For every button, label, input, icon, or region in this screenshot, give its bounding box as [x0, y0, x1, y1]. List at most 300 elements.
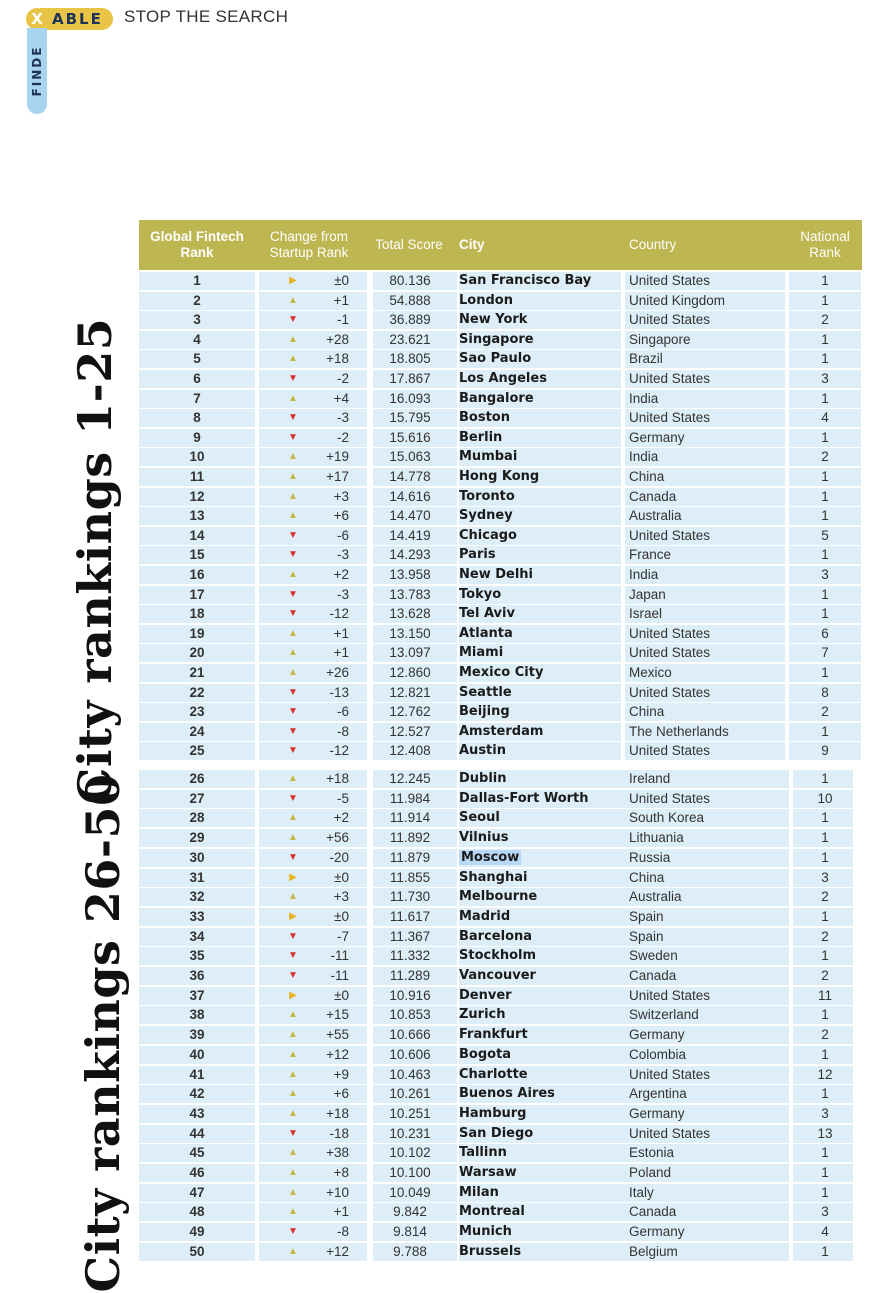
up-triangle-icon: ▲ — [288, 1088, 298, 1099]
change-cell: -2 — [336, 371, 349, 386]
country-cell: Switzerland — [629, 1007, 699, 1022]
down-triangle-icon: ▼ — [288, 1128, 298, 1139]
rank-cell: 45 — [189, 1145, 205, 1160]
country-cell: France — [629, 547, 672, 562]
score-cell: 54.888 — [389, 293, 431, 308]
up-triangle-icon: ▲ — [288, 1167, 298, 1178]
score-cell: 10.666 — [389, 1027, 431, 1042]
national-rank-cell: 1 — [821, 909, 829, 924]
table-row — [139, 1144, 862, 1162]
country-cell: Israel — [629, 606, 663, 621]
change-cell: +2 — [333, 810, 349, 825]
up-triangle-icon: ▲ — [288, 1187, 298, 1198]
country-cell: Singapore — [629, 332, 691, 347]
down-triangle-icon: ▼ — [288, 549, 298, 560]
table-header — [139, 220, 862, 270]
table-row — [139, 468, 862, 486]
national-rank-cell: 2 — [821, 312, 829, 327]
up-triangle-icon: ▲ — [288, 1147, 298, 1158]
up-triangle-icon: ▲ — [288, 1206, 298, 1217]
change-cell: -6 — [336, 704, 349, 719]
table-row — [139, 625, 862, 643]
national-rank-cell: 1 — [821, 273, 829, 288]
change-cell: -3 — [336, 410, 349, 425]
rank-cell: 1 — [193, 273, 201, 288]
country-cell: South Korea — [629, 810, 705, 825]
country-cell: United States — [629, 988, 711, 1003]
national-rank-cell: 3 — [821, 371, 829, 386]
rank-cell: 21 — [189, 665, 205, 680]
city-cell: Sao Paulo — [459, 351, 532, 366]
score-cell: 13.628 — [389, 606, 431, 621]
country-cell: United States — [629, 528, 711, 543]
table-row — [139, 370, 862, 388]
change-cell: -6 — [336, 528, 349, 543]
score-cell: 13.150 — [389, 626, 431, 641]
score-cell: 11.892 — [389, 830, 431, 845]
score-cell: 11.730 — [389, 889, 431, 904]
score-cell: 13.958 — [389, 567, 431, 582]
national-rank-cell: 8 — [821, 685, 829, 700]
rank-cell: 41 — [189, 1067, 205, 1082]
change-cell: +12 — [326, 1244, 349, 1259]
city-cell: Los Angeles — [459, 371, 547, 386]
score-cell: 14.419 — [389, 528, 431, 543]
up-triangle-icon: ▲ — [288, 1069, 298, 1080]
table-row — [139, 1243, 862, 1261]
table-row — [139, 770, 862, 788]
up-triangle-icon: ▲ — [288, 812, 298, 823]
city-cell: Amsterdam — [459, 724, 544, 739]
change-cell: -13 — [329, 685, 349, 700]
table-row — [139, 829, 862, 847]
table-row — [139, 605, 862, 623]
national-rank-cell: 1 — [821, 1185, 829, 1200]
city-cell: Stockholm — [459, 948, 537, 963]
score-cell: 36.889 — [389, 312, 431, 327]
score-cell: 10.251 — [389, 1106, 431, 1121]
national-rank-cell: 2 — [821, 929, 829, 944]
table-row — [139, 507, 862, 525]
city-cell: Atlanta — [459, 626, 513, 641]
national-rank-cell: 2 — [821, 449, 829, 464]
score-cell: 12.860 — [389, 665, 431, 680]
table-row — [139, 742, 862, 760]
city-cell: Milan — [459, 1185, 499, 1200]
country-cell: United States — [629, 273, 711, 288]
national-rank-cell: 2 — [821, 704, 829, 719]
city-cell: Miami — [459, 645, 504, 660]
table-row — [139, 869, 862, 887]
national-rank-cell: 1 — [821, 587, 829, 602]
table-row — [139, 1085, 862, 1103]
change-cell: -18 — [329, 1126, 349, 1141]
national-rank-cell: 3 — [821, 870, 829, 885]
country-cell: United States — [629, 371, 711, 386]
city-cell: Brussels — [459, 1244, 522, 1259]
change-cell: +1 — [333, 293, 349, 308]
country-cell: Poland — [629, 1165, 672, 1180]
table-row — [139, 967, 862, 985]
score-cell: 11.367 — [389, 929, 431, 944]
change-cell: -12 — [329, 743, 349, 758]
country-cell: China — [629, 469, 665, 484]
city-cell: Toronto — [459, 489, 515, 504]
country-cell: Canada — [629, 489, 677, 504]
down-triangle-icon: ▼ — [288, 970, 298, 981]
table-row — [139, 928, 862, 946]
score-cell: 15.063 — [389, 449, 431, 464]
country-cell: India — [629, 391, 659, 406]
country-cell: United States — [629, 685, 711, 700]
country-cell: United States — [629, 312, 711, 327]
country-cell: United States — [629, 1126, 711, 1141]
country-cell: Canada — [629, 1204, 677, 1219]
national-rank-cell: 1 — [821, 665, 829, 680]
score-cell: 11.855 — [389, 870, 431, 885]
rank-cell: 18 — [189, 606, 205, 621]
national-rank-cell: 1 — [821, 850, 829, 865]
change-cell: +10 — [326, 1185, 349, 1200]
change-cell: +3 — [333, 889, 349, 904]
rank-cell: 25 — [189, 743, 205, 758]
national-rank-cell: 1 — [821, 606, 829, 621]
change-cell: ±0 — [334, 870, 349, 885]
rank-cell: 4 — [193, 332, 201, 347]
table-row — [139, 1026, 862, 1044]
city-cell: Seattle — [459, 685, 512, 700]
up-triangle-icon: ▲ — [288, 334, 298, 345]
rank-cell: 49 — [189, 1224, 205, 1239]
national-rank-cell: 1 — [821, 810, 829, 825]
logo-x-icon: X — [26, 8, 48, 30]
rank-cell: 16 — [189, 567, 205, 582]
country-cell: Spain — [629, 909, 664, 924]
rank-cell: 43 — [189, 1106, 205, 1121]
change-cell: -3 — [336, 547, 349, 562]
score-cell: 12.821 — [389, 685, 431, 700]
country-cell: Australia — [629, 889, 682, 904]
change-cell: +1 — [333, 626, 349, 641]
national-rank-cell: 1 — [821, 547, 829, 562]
rank-cell: 13 — [189, 508, 205, 523]
city-cell: Tel Aviv — [459, 606, 515, 621]
table-row — [139, 429, 862, 447]
score-cell: 11.914 — [389, 810, 431, 825]
table-row — [139, 566, 862, 584]
rank-cell: 47 — [189, 1185, 205, 1200]
table-row — [139, 664, 862, 682]
city-cell: Tallinn — [459, 1145, 507, 1160]
side-label-1-25: City rankings 1-25 — [68, 317, 122, 805]
national-rank-cell: 1 — [821, 430, 829, 445]
logo-finde-text: FINDE — [27, 28, 47, 114]
national-rank-cell: 11 — [817, 988, 832, 1003]
country-cell: Australia — [629, 508, 682, 523]
national-rank-cell: 12 — [817, 1067, 833, 1082]
national-rank-cell: 3 — [821, 1106, 829, 1121]
table-row — [139, 1164, 862, 1182]
rank-cell: 48 — [189, 1204, 205, 1219]
city-cell: Austin — [459, 743, 506, 758]
rank-cell: 42 — [189, 1086, 205, 1101]
rank-cell: 2 — [193, 293, 201, 308]
rank-cell: 6 — [193, 371, 201, 386]
country-cell: Spain — [629, 929, 664, 944]
up-triangle-icon: ▲ — [288, 353, 298, 364]
country-cell: China — [629, 870, 665, 885]
change-cell: +6 — [333, 1086, 349, 1101]
change-cell: -12 — [329, 606, 349, 621]
down-triangle-icon: ▼ — [288, 852, 298, 863]
rank-cell: 30 — [189, 850, 205, 865]
score-cell: 10.049 — [389, 1185, 431, 1200]
change-cell: +2 — [333, 567, 349, 582]
city-cell: Vancouver — [459, 968, 536, 983]
city-cell: Boston — [459, 410, 510, 425]
rank-cell: 9 — [193, 430, 201, 445]
down-triangle-icon: ▼ — [288, 745, 298, 756]
country-cell: India — [629, 567, 659, 582]
national-rank-cell: 1 — [821, 1244, 829, 1259]
score-cell: 10.231 — [389, 1126, 431, 1141]
score-cell: 13.783 — [389, 587, 431, 602]
city-cell: Mexico City — [459, 665, 544, 680]
score-cell: 14.778 — [389, 469, 431, 484]
selected-text-highlight: Moscow — [461, 850, 520, 865]
country-cell: United States — [629, 645, 711, 660]
rank-cell: 7 — [193, 391, 201, 406]
change-cell: +9 — [333, 1067, 349, 1082]
change-cell: ±0 — [334, 988, 349, 1003]
score-cell: 17.867 — [389, 371, 431, 386]
score-cell: 14.470 — [389, 508, 431, 523]
national-rank-cell: 1 — [821, 830, 829, 845]
change-cell: +56 — [326, 830, 349, 845]
country-cell: Sweden — [629, 948, 678, 963]
rank-cell: 31 — [189, 870, 205, 885]
down-triangle-icon: ▼ — [288, 589, 298, 600]
score-cell: 11.332 — [389, 948, 431, 963]
score-cell: 12.762 — [389, 704, 431, 719]
rank-cell: 46 — [189, 1165, 205, 1180]
change-cell: +1 — [333, 645, 349, 660]
national-rank-cell: 1 — [821, 293, 829, 308]
rank-cell: 24 — [189, 724, 205, 739]
national-rank-cell: 4 — [821, 410, 829, 425]
rank-cell: 10 — [189, 449, 205, 464]
score-cell: 14.293 — [389, 547, 431, 562]
change-cell: +8 — [333, 1165, 349, 1180]
down-triangle-icon: ▼ — [288, 314, 298, 325]
up-triangle-icon: ▲ — [288, 628, 298, 639]
rank-cell: 22 — [189, 685, 205, 700]
score-cell: 10.463 — [389, 1067, 431, 1082]
national-rank-cell: 5 — [821, 528, 829, 543]
header-national-rank: National Rank — [800, 229, 850, 260]
change-cell: +15 — [326, 1007, 349, 1022]
national-rank-cell: 3 — [821, 1204, 829, 1219]
header-change: Change from Startup Rank — [269, 229, 349, 260]
table-row — [139, 527, 862, 545]
rank-cell: 32 — [189, 889, 205, 904]
change-cell: +4 — [333, 391, 349, 406]
country-cell: Colombia — [629, 1047, 687, 1062]
side-label-26-50: City rankings 26-50 — [76, 773, 130, 1293]
rank-cell: 19 — [189, 626, 205, 641]
table-row — [139, 1223, 862, 1241]
rank-cell: 26 — [189, 771, 205, 786]
table-row — [139, 448, 862, 466]
city-cell: San Francisco Bay — [459, 273, 592, 288]
table-row — [139, 390, 862, 408]
country-cell: Russia — [629, 850, 671, 865]
table-row — [139, 1046, 862, 1064]
score-cell: 10.102 — [389, 1145, 431, 1160]
up-triangle-icon: ▲ — [288, 647, 298, 658]
country-cell: Germany — [629, 1027, 685, 1042]
city-cell: Shanghai — [459, 870, 528, 885]
national-rank-cell: 1 — [821, 391, 829, 406]
up-triangle-icon: ▲ — [288, 295, 298, 306]
rank-cell: 3 — [193, 312, 201, 327]
up-triangle-icon: ▲ — [288, 773, 298, 784]
up-triangle-icon: ▲ — [288, 1049, 298, 1060]
national-rank-cell: 1 — [821, 469, 829, 484]
change-cell: -1 — [336, 312, 349, 327]
country-cell: Belgium — [629, 1244, 678, 1259]
city-cell: Frankfurt — [459, 1027, 528, 1042]
table-row — [139, 350, 862, 368]
change-cell: -8 — [336, 724, 349, 739]
city-cell: Buenos Aires — [459, 1086, 555, 1101]
score-cell: 9.842 — [393, 1204, 427, 1219]
national-rank-cell: 1 — [821, 1047, 829, 1062]
country-cell: United Kingdom — [629, 293, 726, 308]
change-cell: +1 — [333, 1204, 349, 1219]
down-triangle-icon: ▼ — [288, 706, 298, 717]
down-triangle-icon: ▼ — [288, 530, 298, 541]
change-cell: -11 — [330, 968, 349, 983]
score-cell: 80.136 — [389, 273, 431, 288]
national-rank-cell: 1 — [821, 489, 829, 504]
national-rank-cell: 6 — [821, 626, 829, 641]
city-cell: London — [459, 293, 513, 308]
change-cell: -2 — [336, 430, 349, 445]
city-cell: Bogota — [459, 1047, 512, 1062]
down-triangle-icon: ▼ — [288, 793, 298, 804]
country-cell: Argentina — [629, 1086, 687, 1101]
right-triangle-icon: ▶ — [289, 275, 297, 286]
table-row — [139, 849, 862, 867]
city-cell: Tokyo — [459, 587, 502, 602]
city-cell: Paris — [459, 547, 496, 562]
rank-cell: 34 — [189, 929, 205, 944]
rank-cell: 15 — [189, 547, 205, 562]
national-rank-cell: 2 — [821, 968, 829, 983]
score-cell: 9.814 — [393, 1224, 427, 1239]
header-global-rank: Global Fintech Rank — [150, 229, 244, 260]
city-cell: Charlotte — [459, 1067, 528, 1082]
city-cell: Melbourne — [459, 889, 538, 904]
change-cell: -7 — [336, 929, 349, 944]
national-rank-cell: 9 — [821, 743, 829, 758]
city-cell: Hamburg — [459, 1106, 527, 1121]
table-row — [139, 723, 862, 741]
rank-cell: 23 — [189, 704, 205, 719]
change-cell: +55 — [326, 1027, 349, 1042]
score-cell: 12.245 — [389, 771, 431, 786]
country-cell: United States — [629, 743, 711, 758]
logo-able-text: ABLE — [40, 8, 113, 30]
table-row — [139, 1125, 862, 1143]
table-row — [139, 987, 862, 1005]
down-triangle-icon: ▼ — [288, 726, 298, 737]
national-rank-cell: 1 — [821, 724, 829, 739]
country-cell: United States — [629, 626, 711, 641]
country-cell: United States — [629, 791, 711, 806]
rank-cell: 5 — [193, 351, 201, 366]
rank-cell: 37 — [189, 988, 205, 1003]
change-cell: +18 — [326, 771, 349, 786]
score-cell: 9.788 — [393, 1244, 427, 1259]
table-row — [139, 888, 862, 906]
country-cell: Brazil — [629, 351, 663, 366]
national-rank-cell: 1 — [821, 771, 829, 786]
city-cell: Sydney — [459, 508, 513, 523]
up-triangle-icon: ▲ — [288, 491, 298, 502]
score-cell: 10.916 — [389, 988, 431, 1003]
score-cell: 10.261 — [389, 1086, 431, 1101]
country-cell: Estonia — [629, 1145, 675, 1160]
up-triangle-icon: ▲ — [288, 510, 298, 521]
up-triangle-icon: ▲ — [288, 471, 298, 482]
up-triangle-icon: ▲ — [288, 891, 298, 902]
down-triangle-icon: ▼ — [288, 950, 298, 961]
up-triangle-icon: ▲ — [288, 1029, 298, 1040]
down-triangle-icon: ▼ — [288, 687, 298, 698]
change-cell: +18 — [326, 1106, 349, 1121]
down-triangle-icon: ▼ — [288, 432, 298, 443]
city-cell: Dublin — [459, 771, 507, 786]
score-cell: 10.606 — [389, 1047, 431, 1062]
table-row — [139, 908, 862, 926]
country-cell: The Netherlands — [629, 724, 729, 739]
right-triangle-icon: ▶ — [289, 990, 297, 1001]
tagline: STOP THE SEARCH — [124, 7, 289, 26]
change-cell: -8 — [336, 1224, 349, 1239]
table-row — [139, 272, 862, 290]
national-rank-cell: 1 — [821, 948, 829, 963]
up-triangle-icon: ▲ — [288, 832, 298, 843]
rank-cell: 14 — [189, 528, 205, 543]
city-cell: Chicago — [459, 528, 517, 543]
down-triangle-icon: ▼ — [288, 608, 298, 619]
down-triangle-icon: ▼ — [288, 412, 298, 423]
national-rank-cell: 1 — [821, 508, 829, 523]
country-cell: Italy — [629, 1185, 654, 1200]
rank-cell: 11 — [189, 469, 205, 484]
table-row — [139, 790, 862, 808]
change-cell: +18 — [326, 351, 349, 366]
table-row — [139, 644, 862, 662]
city-cell: Dallas-Fort Worth — [459, 791, 589, 806]
table-row — [139, 1184, 862, 1202]
score-cell: 14.616 — [389, 489, 431, 504]
change-cell: +19 — [326, 449, 349, 464]
change-cell: +6 — [333, 508, 349, 523]
country-cell: Germany — [629, 1224, 685, 1239]
